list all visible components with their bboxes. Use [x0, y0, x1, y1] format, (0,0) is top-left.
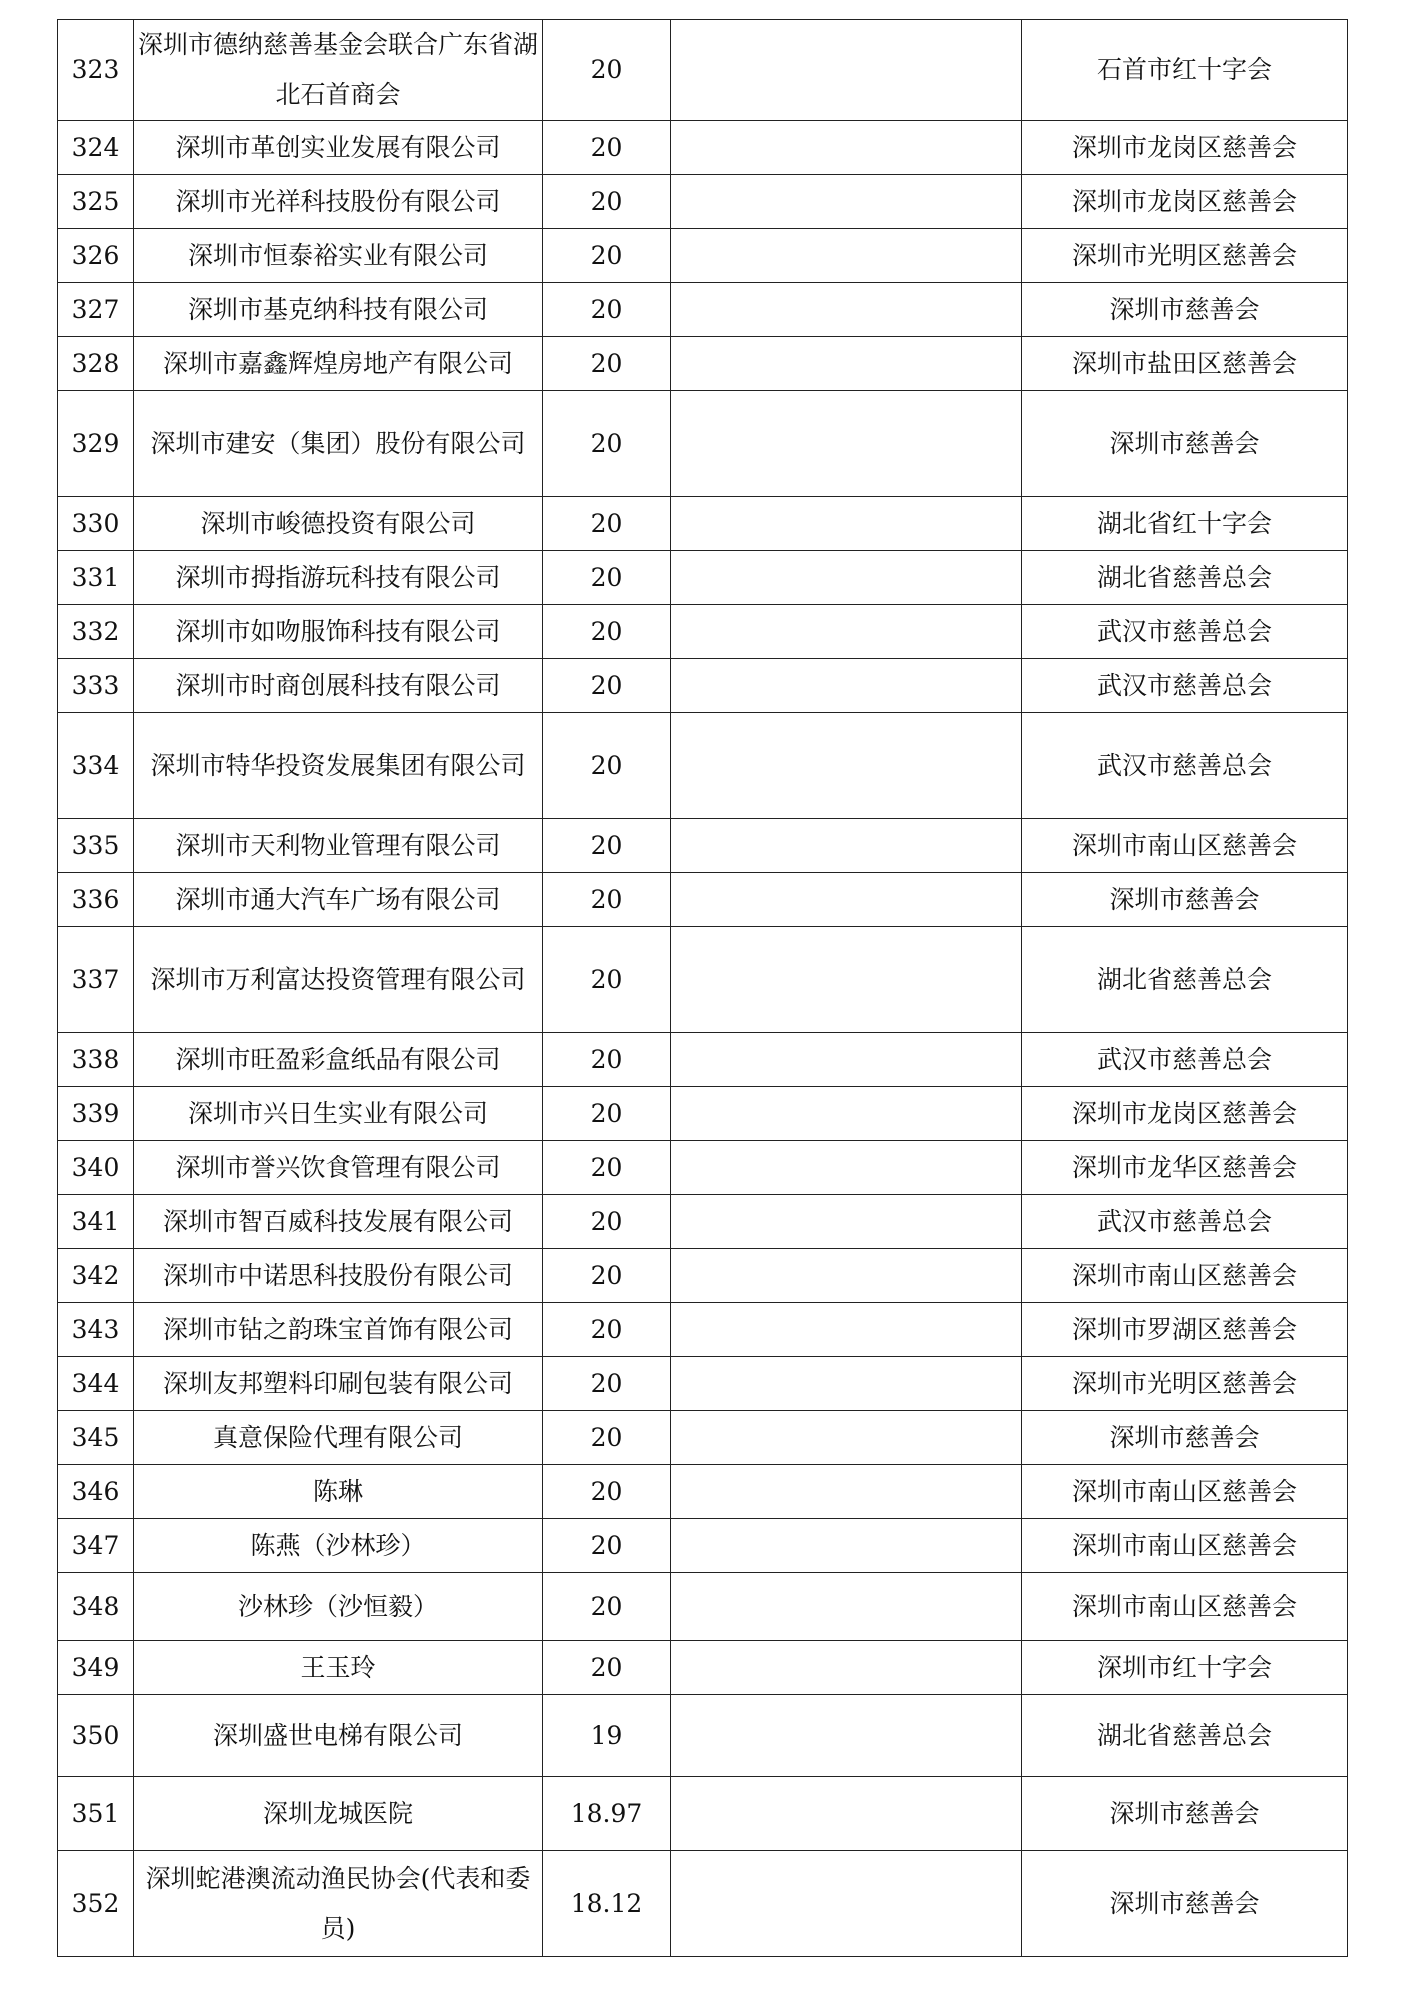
donor-name: 深圳龙城医院	[134, 1777, 543, 1851]
recipient-organization: 深圳市光明区慈善会	[1022, 229, 1348, 283]
donor-name: 深圳市兴日生实业有限公司	[134, 1087, 543, 1141]
donation-amount: 18.12	[543, 1851, 671, 1957]
donor-name: 深圳蛇港澳流动渔民协会(代表和委员)	[134, 1851, 543, 1957]
table-row	[58, 713, 1348, 819]
donation-amount: 20	[543, 1033, 671, 1087]
table-row	[58, 1087, 1348, 1141]
note-cell	[671, 1777, 1022, 1851]
note-cell	[671, 1573, 1022, 1641]
table-row	[58, 20, 1348, 121]
donor-name: 深圳市拇指游玩科技有限公司	[134, 551, 543, 605]
note-cell	[671, 497, 1022, 551]
row-number: 352	[58, 1851, 134, 1957]
donor-name: 深圳市天利物业管理有限公司	[134, 819, 543, 873]
row-number: 339	[58, 1087, 134, 1141]
note-cell	[671, 659, 1022, 713]
row-number: 345	[58, 1411, 134, 1465]
donor-name: 深圳市中诺思科技股份有限公司	[134, 1249, 543, 1303]
note-cell	[671, 1357, 1022, 1411]
donor-name: 陈燕（沙林珍）	[134, 1519, 543, 1573]
row-number: 326	[58, 229, 134, 283]
note-cell	[671, 1851, 1022, 1957]
donor-name: 深圳市特华投资发展集团有限公司	[134, 713, 543, 819]
row-number: 343	[58, 1303, 134, 1357]
row-number: 344	[58, 1357, 134, 1411]
donor-name: 陈琳	[134, 1465, 543, 1519]
donor-name: 深圳市光祥科技股份有限公司	[134, 175, 543, 229]
donor-name: 沙林珍（沙恒毅）	[134, 1573, 543, 1641]
table-row	[58, 1357, 1348, 1411]
note-cell	[671, 1519, 1022, 1573]
recipient-organization: 武汉市慈善总会	[1022, 1195, 1348, 1249]
table-row	[58, 1249, 1348, 1303]
recipient-organization: 湖北省慈善总会	[1022, 1695, 1348, 1777]
row-number: 323	[58, 20, 134, 121]
row-number: 333	[58, 659, 134, 713]
note-cell	[671, 873, 1022, 927]
row-number: 330	[58, 497, 134, 551]
recipient-organization: 深圳市盐田区慈善会	[1022, 337, 1348, 391]
donation-amount: 20	[543, 927, 671, 1033]
row-number: 341	[58, 1195, 134, 1249]
row-number: 334	[58, 713, 134, 819]
donor-name: 深圳盛世电梯有限公司	[134, 1695, 543, 1777]
donor-name: 深圳市建安（集团）股份有限公司	[134, 391, 543, 497]
recipient-organization: 石首市红十字会	[1022, 20, 1348, 121]
recipient-organization: 深圳市南山区慈善会	[1022, 1465, 1348, 1519]
donation-amount: 20	[543, 1249, 671, 1303]
table-row	[58, 1851, 1348, 1957]
note-cell	[671, 927, 1022, 1033]
row-number: 324	[58, 121, 134, 175]
note-cell	[671, 1695, 1022, 1777]
donation-amount: 20	[543, 1519, 671, 1573]
table-row	[58, 497, 1348, 551]
donor-name: 深圳友邦塑料印刷包装有限公司	[134, 1357, 543, 1411]
table-row	[58, 1777, 1348, 1851]
table-row	[58, 1465, 1348, 1519]
donation-amount: 20	[543, 1141, 671, 1195]
table-row	[58, 391, 1348, 497]
recipient-organization: 武汉市慈善总会	[1022, 713, 1348, 819]
row-number: 327	[58, 283, 134, 337]
table-row	[58, 1141, 1348, 1195]
row-number: 346	[58, 1465, 134, 1519]
recipient-organization: 武汉市慈善总会	[1022, 659, 1348, 713]
donor-name: 深圳市恒泰裕实业有限公司	[134, 229, 543, 283]
table-row	[58, 121, 1348, 175]
donation-amount: 20	[543, 605, 671, 659]
donation-amount: 20	[543, 659, 671, 713]
table-row	[58, 1641, 1348, 1695]
row-number: 342	[58, 1249, 134, 1303]
row-number: 328	[58, 337, 134, 391]
table-row	[58, 605, 1348, 659]
donation-amount: 20	[543, 1411, 671, 1465]
recipient-organization: 武汉市慈善总会	[1022, 1033, 1348, 1087]
recipient-organization: 深圳市慈善会	[1022, 391, 1348, 497]
note-cell	[671, 1195, 1022, 1249]
recipient-organization: 深圳市龙岗区慈善会	[1022, 121, 1348, 175]
donation-amount: 20	[543, 873, 671, 927]
donation-amount: 20	[543, 1465, 671, 1519]
recipient-organization: 深圳市红十字会	[1022, 1641, 1348, 1695]
recipient-organization: 深圳市慈善会	[1022, 1777, 1348, 1851]
recipient-organization: 深圳市南山区慈善会	[1022, 1573, 1348, 1641]
row-number: 349	[58, 1641, 134, 1695]
donation-amount: 20	[543, 551, 671, 605]
row-number: 340	[58, 1141, 134, 1195]
note-cell	[671, 391, 1022, 497]
row-number: 335	[58, 819, 134, 873]
row-number: 350	[58, 1695, 134, 1777]
donor-name: 深圳市时商创展科技有限公司	[134, 659, 543, 713]
recipient-organization: 深圳市慈善会	[1022, 1411, 1348, 1465]
donation-amount: 20	[543, 497, 671, 551]
row-number: 325	[58, 175, 134, 229]
donation-amount: 20	[543, 283, 671, 337]
donation-amount: 20	[543, 1195, 671, 1249]
recipient-organization: 深圳市龙华区慈善会	[1022, 1141, 1348, 1195]
donor-name: 深圳市钻之韵珠宝首饰有限公司	[134, 1303, 543, 1357]
donation-amount: 20	[543, 229, 671, 283]
donation-amount: 20	[543, 1303, 671, 1357]
donation-amount: 20	[543, 1641, 671, 1695]
donor-name: 王玉玲	[134, 1641, 543, 1695]
note-cell	[671, 1303, 1022, 1357]
row-number: 331	[58, 551, 134, 605]
note-cell	[671, 551, 1022, 605]
recipient-organization: 湖北省慈善总会	[1022, 551, 1348, 605]
table-row	[58, 1303, 1348, 1357]
table-row	[58, 1033, 1348, 1087]
note-cell	[671, 229, 1022, 283]
table-row	[58, 1573, 1348, 1641]
note-cell	[671, 283, 1022, 337]
table-row	[58, 1519, 1348, 1573]
recipient-organization: 深圳市南山区慈善会	[1022, 819, 1348, 873]
table-row	[58, 229, 1348, 283]
row-number: 351	[58, 1777, 134, 1851]
donor-name: 深圳市智百威科技发展有限公司	[134, 1195, 543, 1249]
donor-name: 真意保险代理有限公司	[134, 1411, 543, 1465]
donation-amount: 20	[543, 1573, 671, 1641]
donation-amount: 18.97	[543, 1777, 671, 1851]
donor-name: 深圳市基克纳科技有限公司	[134, 283, 543, 337]
donor-name: 深圳市革创实业发展有限公司	[134, 121, 543, 175]
table-row	[58, 1195, 1348, 1249]
table-row	[58, 283, 1348, 337]
donation-amount: 20	[543, 20, 671, 121]
donor-name: 深圳市旺盈彩盒纸品有限公司	[134, 1033, 543, 1087]
note-cell	[671, 1087, 1022, 1141]
table-row	[58, 337, 1348, 391]
donation-amount: 20	[543, 713, 671, 819]
recipient-organization: 深圳市慈善会	[1022, 1851, 1348, 1957]
note-cell	[671, 1033, 1022, 1087]
table-row	[58, 175, 1348, 229]
donation-table	[57, 19, 1348, 1957]
donor-name: 深圳市万利富达投资管理有限公司	[134, 927, 543, 1033]
donor-name: 深圳市通大汽车广场有限公司	[134, 873, 543, 927]
recipient-organization: 深圳市南山区慈善会	[1022, 1519, 1348, 1573]
row-number: 332	[58, 605, 134, 659]
note-cell	[671, 605, 1022, 659]
donation-table-body	[58, 20, 1348, 1957]
note-cell	[671, 121, 1022, 175]
note-cell	[671, 1641, 1022, 1695]
recipient-organization: 深圳市龙岗区慈善会	[1022, 1087, 1348, 1141]
recipient-organization: 深圳市罗湖区慈善会	[1022, 1303, 1348, 1357]
note-cell	[671, 1411, 1022, 1465]
note-cell	[671, 1249, 1022, 1303]
recipient-organization: 湖北省红十字会	[1022, 497, 1348, 551]
table-row	[58, 1695, 1348, 1777]
donation-amount: 20	[543, 337, 671, 391]
donation-amount: 20	[543, 121, 671, 175]
row-number: 329	[58, 391, 134, 497]
donation-amount: 20	[543, 391, 671, 497]
donor-name: 深圳市如吻服饰科技有限公司	[134, 605, 543, 659]
recipient-organization: 深圳市光明区慈善会	[1022, 1357, 1348, 1411]
row-number: 348	[58, 1573, 134, 1641]
note-cell	[671, 20, 1022, 121]
note-cell	[671, 337, 1022, 391]
donation-amount: 20	[543, 819, 671, 873]
note-cell	[671, 713, 1022, 819]
table-row	[58, 927, 1348, 1033]
recipient-organization: 湖北省慈善总会	[1022, 927, 1348, 1033]
recipient-organization: 深圳市龙岗区慈善会	[1022, 175, 1348, 229]
note-cell	[671, 819, 1022, 873]
donor-name: 深圳市峻德投资有限公司	[134, 497, 543, 551]
note-cell	[671, 175, 1022, 229]
donor-name: 深圳市誉兴饮食管理有限公司	[134, 1141, 543, 1195]
note-cell	[671, 1465, 1022, 1519]
table-row	[58, 873, 1348, 927]
recipient-organization: 深圳市南山区慈善会	[1022, 1249, 1348, 1303]
donation-amount: 19	[543, 1695, 671, 1777]
row-number: 338	[58, 1033, 134, 1087]
row-number: 347	[58, 1519, 134, 1573]
table-row	[58, 659, 1348, 713]
recipient-organization: 深圳市慈善会	[1022, 873, 1348, 927]
row-number: 337	[58, 927, 134, 1033]
row-number: 336	[58, 873, 134, 927]
table-row	[58, 1411, 1348, 1465]
table-row	[58, 551, 1348, 605]
donation-amount: 20	[543, 175, 671, 229]
donor-name: 深圳市嘉鑫辉煌房地产有限公司	[134, 337, 543, 391]
recipient-organization: 武汉市慈善总会	[1022, 605, 1348, 659]
donor-name: 深圳市德纳慈善基金会联合广东省湖北石首商会	[134, 20, 543, 121]
donation-amount: 20	[543, 1087, 671, 1141]
recipient-organization: 深圳市慈善会	[1022, 283, 1348, 337]
table-row	[58, 819, 1348, 873]
donation-amount: 20	[543, 1357, 671, 1411]
note-cell	[671, 1141, 1022, 1195]
